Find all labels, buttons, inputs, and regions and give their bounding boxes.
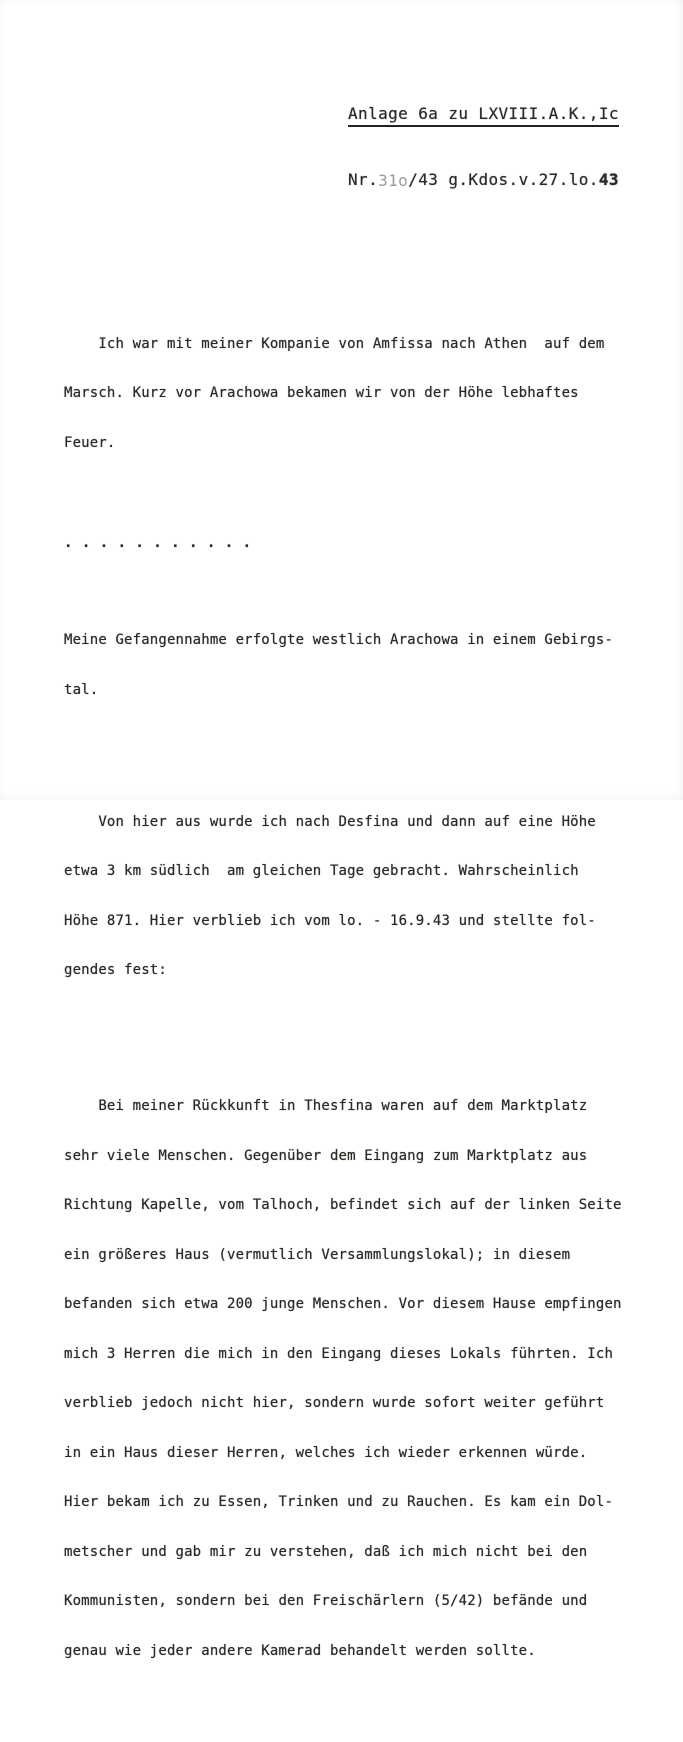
reference-number-pencil: 31o	[378, 171, 409, 190]
reference-header-underlined-text: Anlage 6a zu LXVIII.A.K.,Ic	[348, 103, 619, 127]
document-reference-header	[348, 61, 619, 232]
text-line: Kommunisten, sondern bei den Freischärlern (5/42) befände und	[64, 1593, 588, 1609]
text-line: verblieb jedoch nicht hier, sondern wurde sofort weiter geführt	[64, 1395, 605, 1411]
dotted-separator: . . . . . . . . . . .	[64, 534, 252, 551]
text-line: etwa 3 km südlich am gleichen Tage gebracht. Wahrscheinlich	[64, 863, 579, 879]
paragraph-transfer	[64, 781, 644, 1012]
text-line: befanden sich etwa 200 junge Menschen. Vor diesem Hause empfingen	[64, 1296, 622, 1312]
text-line: Richtung Kapelle, vom Talhoch, befindet sich auf der linken Seite	[64, 1197, 622, 1213]
reference-year-overtyped: 43	[598, 170, 619, 189]
reference-number-prefix: Nr.	[348, 170, 379, 189]
text-line: Höhe 871. Hier verblieb ich vom lo. - 16.9.43 und stellte fol-	[64, 912, 596, 929]
text-line: metscher und gab mir zu verstehen, daß ich mich nicht bei den	[64, 1543, 588, 1560]
document-body	[64, 253, 644, 1742]
text-line: Bei meiner Rückkunft in Thesfina waren auf dem Marktplatz	[64, 1098, 588, 1114]
text-line: Feuer.	[64, 434, 116, 451]
text-line: Hier bekam ich zu Essen, Trinken und zu Rauchen. Es kam ein Dol-	[64, 1494, 614, 1510]
text-line: tal.	[64, 681, 99, 698]
paragraph-observations	[64, 1065, 644, 1692]
text-line: Marsch. Kurz vor Arachowa bekamen wir von der Höhe lebhaftes	[64, 385, 579, 401]
paragraph-march-report	[64, 303, 644, 485]
text-line: Ich war mit meiner Kompanie von Amfissa nach Athen auf dem	[64, 335, 605, 352]
text-line: gendes fest:	[64, 962, 167, 978]
text-line: mich 3 Herren die mich in den Eingang dieses Lokals führten. Ich	[64, 1345, 614, 1362]
text-line: genau wie jeder andere Kamerad behandelt werden sollte.	[64, 1642, 536, 1659]
text-line: sehr viele Menschen. Gegenüber dem Eingang zum Marktplatz aus	[64, 1147, 588, 1164]
text-line: Meine Gefangennahme erfolgte westlich Arachowa in einem Gebirgs-	[64, 632, 614, 648]
text-line: ein größeres Haus (vermutlich Versammlungslokal); in diesem	[64, 1246, 571, 1263]
reference-number-middle: /43 g.Kdos.v.27.lo.	[408, 170, 599, 189]
reference-header-line1	[348, 103, 619, 127]
text-line: Von hier aus wurde ich nach Desfina und dann auf eine Höhe	[64, 813, 596, 830]
text-line: in ein Haus dieser Herren, welches ich wieder erkennen würde.	[64, 1444, 588, 1461]
paragraph-capture	[64, 599, 644, 731]
reference-header-line2	[348, 169, 619, 190]
